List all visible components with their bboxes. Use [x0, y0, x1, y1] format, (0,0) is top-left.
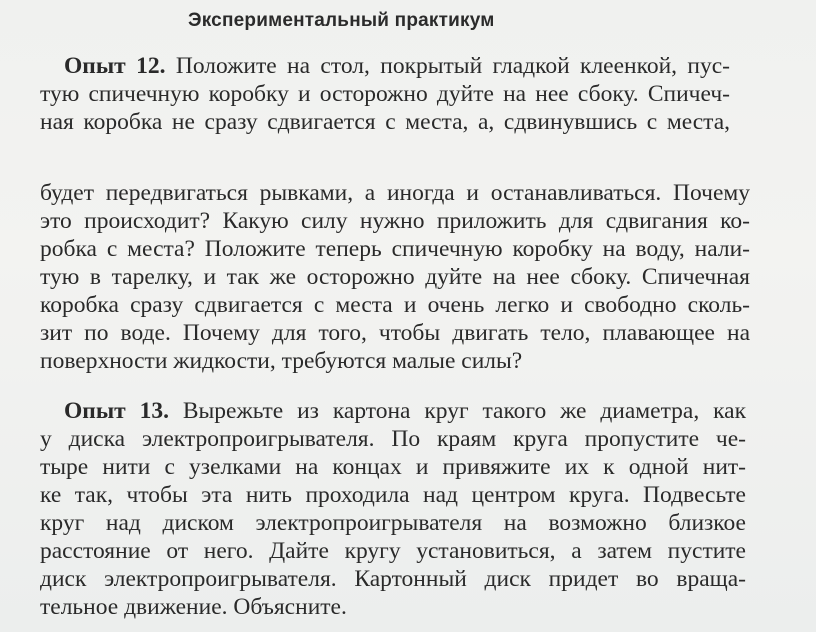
text-line: поверхности жидкости, требуются малые силы? — [40, 348, 523, 374]
text-line: Опыт 13. Вырежьте из картона круг такого же диаметра, как — [64, 398, 746, 424]
text-line: у диска электропроигрывателя. По краям круга пропустите че- — [40, 426, 746, 452]
text-line: коробка сразу сдвигается с места и очень легко и свободно сколь- — [40, 292, 750, 318]
experiment-12-label: Опыт 12. — [64, 53, 166, 79]
text-line: тыре нити с узелками на концах и привяжите их к одной нит- — [40, 454, 746, 480]
experiment-13-label: Опыт 13. — [64, 398, 169, 424]
section-heading: Экспериментальный практикум — [188, 10, 495, 31]
text-line: робка с места? Положите теперь спичечную коробку на воду, нали- — [40, 236, 750, 262]
text-line: Опыт 12. Положите на стол, покрытый гладкой клеенкой, пус- — [64, 53, 730, 79]
text-line: зит по воде. Почему для того, чтобы двигать тело, плавающее на — [40, 320, 750, 346]
text-line: ная коробка не сразу сдвигается с места, а, сдвинувшись с места, — [40, 109, 730, 135]
experiment-12-paragraph-continued — [40, 179, 750, 375]
text-line: расстояние от него. Дайте кругу установиться, а затем пустите — [40, 538, 746, 564]
text-line: тую спичечную коробку и осторожно дуйте на нее сбоку. Спичеч- — [40, 81, 730, 107]
text-line: будет передвигаться рывками, а иногда и останавливаться. Почему — [40, 180, 750, 206]
experiment-13-paragraph — [40, 397, 746, 621]
text-line: круг над диском электропроигрывателя на возможно близкое — [40, 510, 746, 536]
text-line: это происходит? Какую силу нужно приложить для сдвигания ко- — [40, 208, 750, 234]
text-line: тельное движение. Объясните. — [40, 594, 347, 620]
text-line: тую в тарелку, и так же осторожно дуйте на нее сбоку. Спичечная — [40, 264, 750, 290]
text-line: ке так, чтобы эта нить проходила над центром круга. Подвесьте — [40, 482, 746, 508]
text-line: диск электропроигрывателя. Картонный диск придет во враща- — [40, 566, 746, 592]
experiment-12-paragraph — [40, 52, 730, 136]
